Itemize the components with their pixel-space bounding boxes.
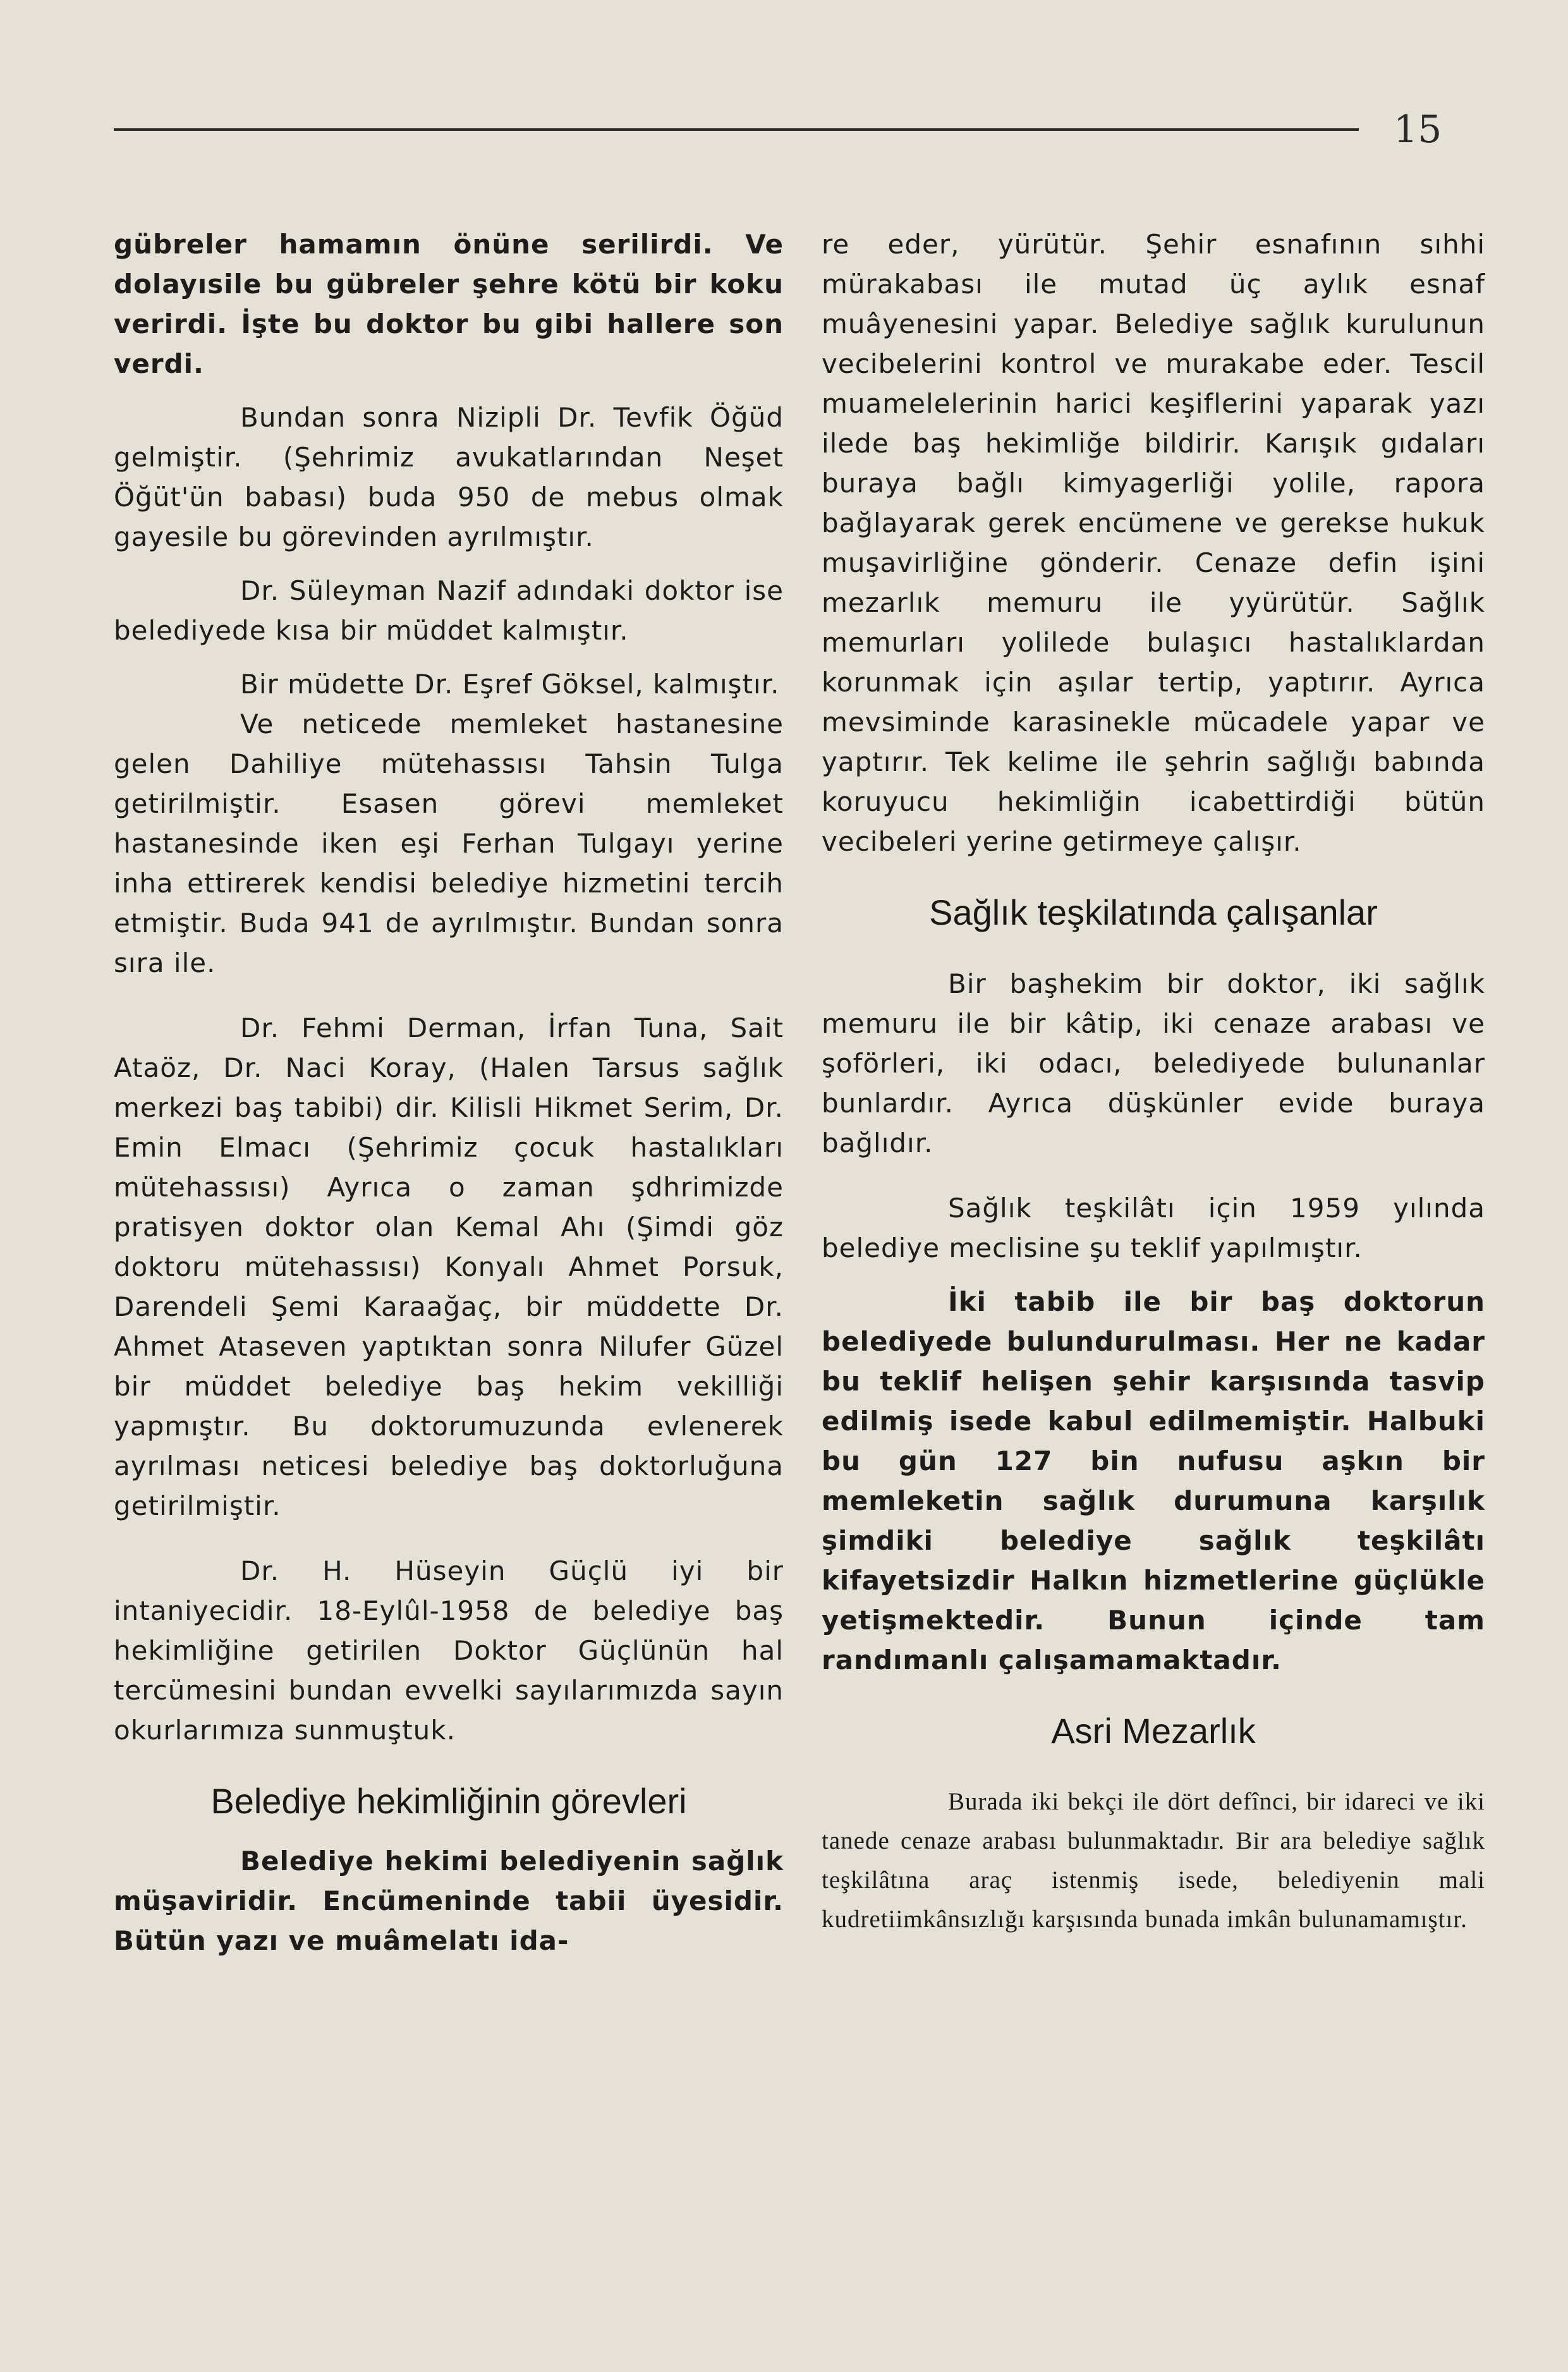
header-rule [114,128,1359,131]
section-heading: Asri Mezarlık [1051,1711,1256,1751]
paragraph: Ve neticede memleket hastanesine gelen Dahiliye mütehassısı Tahsin Tulga getirilmiştir. Esasen görevi memleket hastanesinde iken eşi Ferhan Tulgayı yerine inha ettirerek kendisi belediye hizmetini tercih etmiştir. Buda 941 de ayrılmıştır. Bundan sonra sıra ile. [114,709,784,978]
paragraph: Bundan sonra Nizipli Dr. Tevfik Öğüd gelmiştir. (Şehrimiz avukatlarından Neşet Öğüt'ün babası) buda 950 de mebus olmak gayesile bu görevinden ayrılmıştır. [114,402,784,552]
section-heading: Sağlık teşkilatında çalışanlar [929,892,1378,932]
paragraph: Belediye hekimi belediyenin sağlık müşaviridir. Encümeninde tabii üyesidir. Bütün yazı ve muâmelatı ida- [114,1846,784,1956]
left-column [114,224,784,1961]
section-heading: Belediye hekimliğinin görevleri [210,1781,687,1821]
right-column [822,224,1485,1939]
paragraph: Bir müdette Dr. Eşref Göksel, kalmıştır. [240,669,780,700]
paragraph: Dr. Fehmi Derman, İrfan Tuna, Sait Ataöz, Dr. Naci Koray, (Halen Tarsus sağlık merkezi baş tabibi) dir. Kilisli Hikmet Serim, Dr. Emin Elmacı (Şehrimiz çocuk hastalıkları mütehassısı) Ayrıca o zaman şdhrimizde pratisyen doktor olan Kemal Ahı (Şimdi göz doktoru mütehassısı) Konyalı Ahmet Porsuk, Darendeli Şemi Karaağaç, bir müddette Dr. Ahmet Ataseven yaptıktan sonra Nilufer Güzel bir müddet belediye baş hekim vekilliği yapmıştır. Bu doktorumuzunda evlenerek ayrılması neticesi belediye baş doktorluğuna getirilmiştir. [114,1013,784,1521]
paragraph: Dr. Süleyman Nazif adındaki doktor ise belediyede kısa bir müddet kalmıştır. [114,575,784,646]
paragraph: Sağlık teşkilâtı için 1959 yılında belediye meclisine şu teklif yapılmıştır. [822,1193,1485,1263]
paragraph: Bir başhekim bir doktor, iki sağlık memuru ile bir kâtip, iki cenaze arabası ve şoförleri, iki odacı, belediyede bulunanlar bunlardır. Ayrıca düşkünler evide buraya bağlıdır. [822,968,1485,1159]
paragraph: İki tabib ile bir baş doktorun belediyede bulundurulması. Her ne kadar bu teklif helişen şehir karşısında tasvip edilmiş isede kabul edilmemiştir. Halbuki bu gün 127 bin nufusu aşkın bir memleketin sağlık durumuna karşılık şimdiki belediye sağlık teşkilâtı kifayetsizdir Halkın hizmetlerine güçlükle yetişmektedir. Bunun içinde tam randımanlı çalışamamaktadır. [822,1286,1485,1676]
paragraph: Dr. H. Hüseyin Güçlü iyi bir intaniyecidir. 18-Eylûl-1958 de belediye baş hekimliğine getirilen Doktor Güçlünün hal tercümesini bundan evvelki sayılarımızda sayın okurlarımıza sunmuştuk. [114,1555,784,1746]
page-number: 15 [1394,107,1442,152]
paragraph: re eder, yürütür. Şehir esnafının sıhhi mürakabası ile mutad üç aylık esnaf muâyenesini yapar. Belediye sağlık kurulunun vecibelerini kontrol ve murakabe eder. Tescil muamelelerinin harici keşiflerini yaparak yazı ilede baş hekimliğe bildirir. Karışık gıdaları buraya bağlı kimyagerliği yolile, rapora bağlayarak gerek encümene ve gerekse hukuk muşavirliğine gönderir. Cenaze defin işini mezarlık memuru ile yyürütür. Sağlık memurları yolilede bulaşıcı hastalıklardan korunmak için aşılar tertip, yaptırır. Ayrıca mevsiminde karasinekle mücadele yapar ve yaptırır. Tek kelime ile şehrin sağlığı babında koruyucu hekimliğin icabettirdiği bütün vecibeleri yerine getirmeye çalışır. [822,229,1485,857]
paragraph: gübreler hamamın önüne serilirdi. Ve dolayısile bu gübreler şehre kötü bir koku verirdi. İşte bu doktor bu gibi hallere son verdi. [114,229,784,379]
paragraph: Burada iki bekçi ile dört defînci, bir idareci ve iki tanede cenaze arabası bulunmaktadır. Bir ara belediye sağlık teşkilâtına araç istenmiş isede, belediyenin mali kudretiimkânsızlığı karşısında bunada imkân bulunamamıştır. [822,1788,1485,1933]
